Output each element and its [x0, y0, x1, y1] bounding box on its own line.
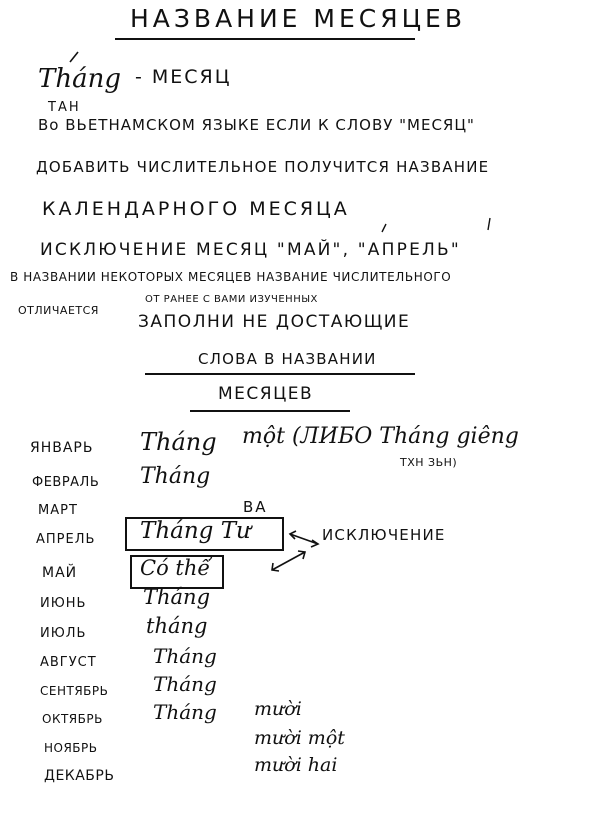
month-extra-january: một (ЛИБО Tháng giêng: [242, 424, 519, 449]
month-viet-july: tháng: [146, 614, 208, 638]
intro-line-1: Во ВЬЕТНАМСКОМ ЯЗЫКЕ ЕСЛИ К СЛОВУ "МЕСЯЦ": [38, 116, 475, 134]
month-ru-february: ФЕВРАЛЬ: [32, 475, 100, 490]
arrow-icon: [290, 531, 318, 547]
month-ru-june: ИЮНЬ: [40, 596, 87, 611]
month-viet-june: Tháng: [143, 585, 211, 609]
month-ru-january: ЯНВАРЬ: [30, 440, 94, 456]
intro-line-6a: ОТЛИЧАЕТСЯ: [18, 304, 99, 317]
accent-mark: [382, 224, 386, 232]
month-viet-january: Tháng: [140, 428, 217, 456]
january-reading: ТХН ЗЬН): [400, 456, 458, 469]
month-ru-november: НОЯБРЬ: [44, 741, 98, 755]
thang-word: Tháng: [38, 64, 121, 94]
arrow-icon: [272, 551, 305, 571]
thang-reading: ТАН: [48, 100, 81, 115]
month-viet-october: Tháng: [153, 700, 217, 724]
month-extra-october: mười: [254, 698, 302, 720]
intro-line-4: ИСКЛЮЧЕНИЕ МЕСЯЦ "МАЙ", "АПРЕЛЬ": [40, 240, 461, 260]
task-line-1: ЗАПОЛНИ НЕ ДОСТАЮЩИЕ: [138, 312, 411, 332]
month-extra-november: mười một: [254, 727, 345, 749]
exception-note: ИСКЛЮЧЕНИЕ: [322, 526, 446, 544]
month-ru-may: МАЙ: [42, 565, 78, 581]
thang-meaning: - МЕСЯЦ: [135, 66, 232, 88]
month-ru-april: АПРЕЛЬ: [36, 532, 96, 547]
page-title: НАЗВАНИЕ МЕСЯЦЕВ: [130, 4, 466, 33]
month-ru-december: ДЕКАБРЬ: [44, 768, 115, 784]
month-ru-march: МАРТ: [38, 503, 78, 518]
month-ru-october: ОКТЯБРЬ: [42, 712, 103, 726]
month-viet-february: Tháng: [140, 464, 211, 489]
task-line-3: МЕСЯЦЕВ: [218, 384, 314, 404]
intro-line-3: КАЛЕНДАРНОГО МЕСЯЦА: [42, 198, 350, 220]
ba-note: BA: [243, 498, 268, 516]
month-ru-september: СЕНТЯБРЬ: [40, 684, 109, 698]
month-viet-september: Tháng: [153, 672, 217, 696]
accent-mark: [488, 218, 490, 230]
intro-line-2: ДОБАВИТЬ ЧИСЛИТЕЛЬНОЕ ПОЛУЧИТСЯ НАЗВАНИЕ: [36, 158, 490, 176]
accent-mark: [70, 52, 78, 62]
intro-line-5: В НАЗВАНИИ НЕКОТОРЫХ МЕСЯЦЕВ НАЗВАНИЕ ЧИСЛИТЕЛЬНОГО: [10, 270, 452, 284]
month-extra-december: mười hai: [254, 754, 338, 776]
month-viet-april: Tháng Tư: [140, 518, 251, 544]
month-ru-july: ИЮЛЬ: [40, 626, 87, 641]
month-ru-august: АВГУСТ: [40, 655, 97, 670]
task-line-2: СЛОВА В НАЗВАНИИ: [198, 350, 377, 368]
intro-line-6b: ОТ РАНЕЕ С ВАМИ ИЗУЧЕННЫХ: [145, 294, 318, 305]
month-viet-august: Tháng: [153, 644, 217, 668]
month-viet-may: Có thể: [140, 556, 211, 580]
